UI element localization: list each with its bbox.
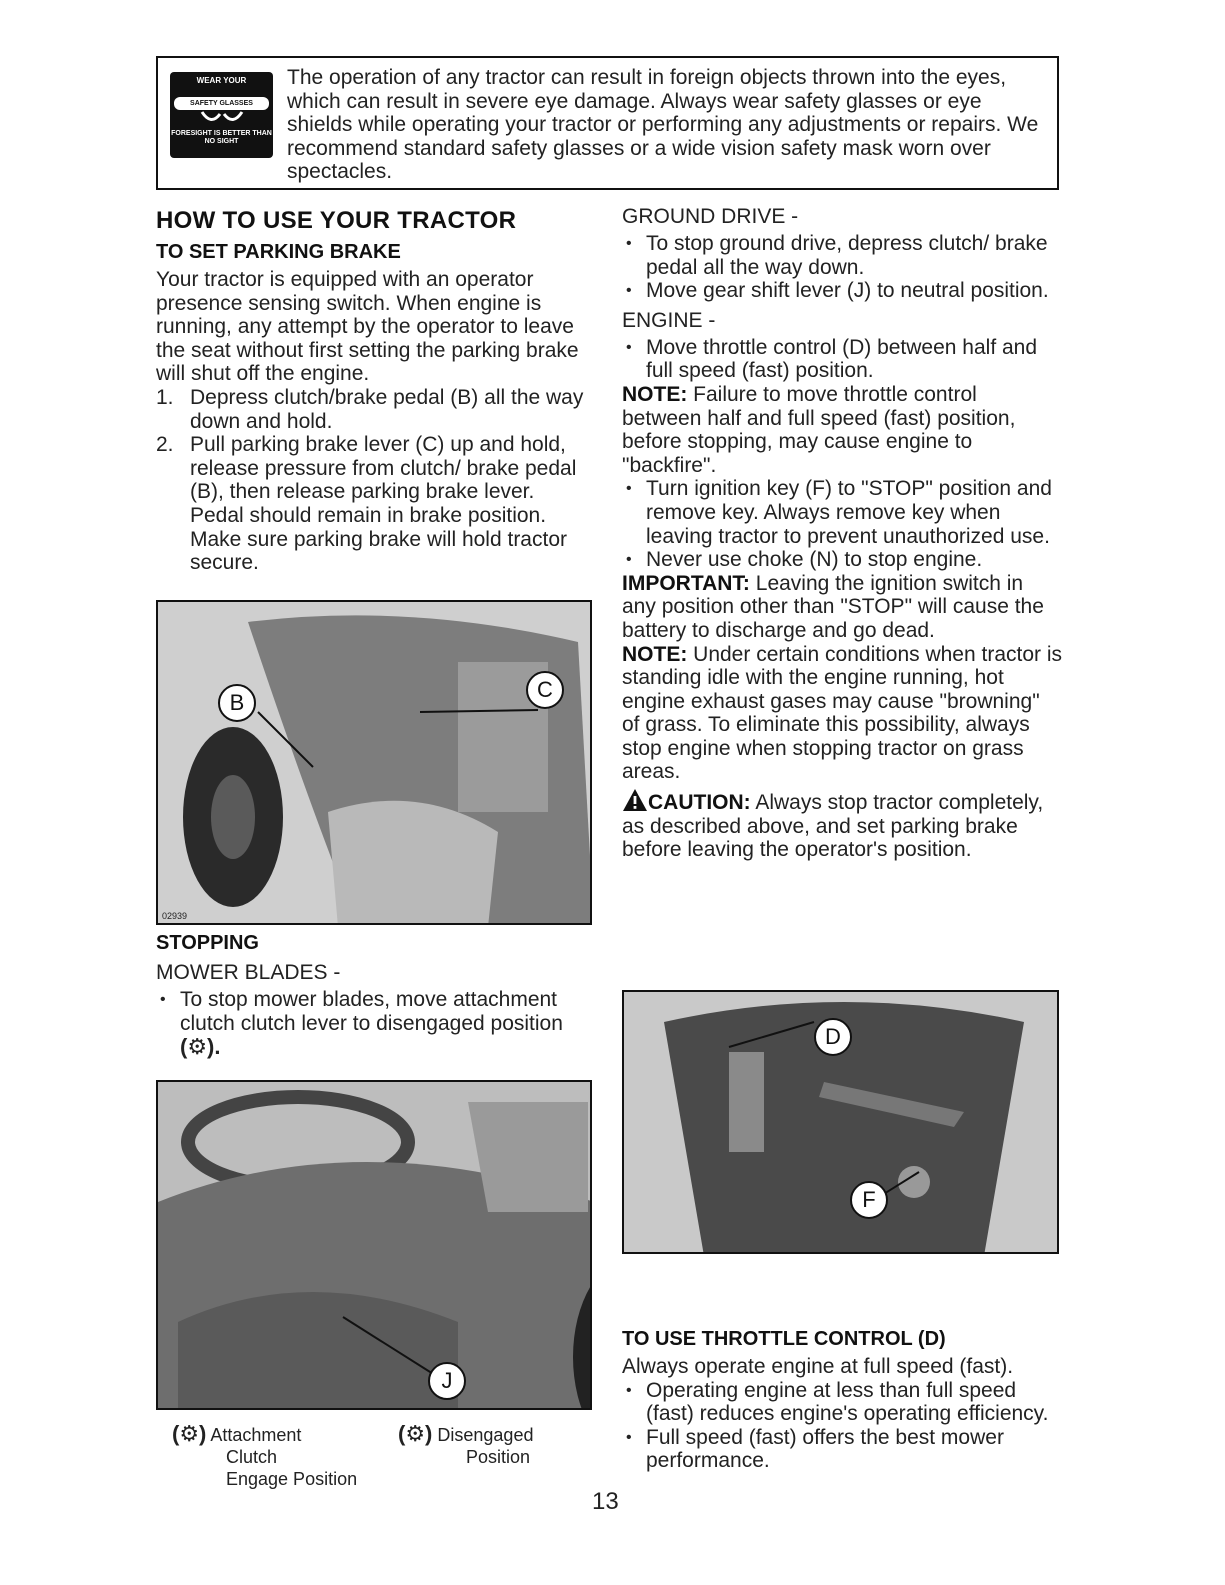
list-item: • Move throttle control (D) between half and full speed (fast) position. [622,336,1062,383]
ground-drive-heading: GROUND DRIVE - [622,205,799,228]
throttle-list [622,1379,1062,1473]
throttle-ignition-photo [622,990,1059,1254]
caution-text: Always stop tractor completely, as described above, and set parking brake before leaving the operator's position. [622,791,1044,862]
clutch-lever-photo [156,1080,592,1410]
step-text: Pull parking brake lever (C) up and hold, release pressure from clutch/ brake pedal (B), then release parking brake lever. Pedal should remain in brake position. Make sure parking brake will hold tractor secure. [190,433,577,575]
engage-legend [172,1423,357,1490]
note-label: NOTE: [622,642,688,666]
mower-blades-list [156,988,586,1060]
disengage-line1: Disengaged [437,1425,534,1445]
disengage-legend [398,1423,533,1468]
important-label: IMPORTANT: [622,571,750,595]
disengage-symbol: (⚙). [180,1034,221,1060]
callout-d: D [814,1018,852,1056]
safety-glasses-icon [170,72,273,158]
glasses-icon [200,110,244,128]
left-column [156,207,586,575]
ground-drive-list [622,232,1062,303]
list-item: • To stop ground drive, depress clutch/ brake pedal all the way down. [622,232,1062,279]
bullet-text: To stop mower blades, move attachment clutch clutch lever to disengaged position [180,988,563,1035]
mower-blades-heading: MOWER BLADES - [156,961,341,984]
photo-code: 02939 [162,911,188,921]
important-text: Leaving the ignition switch in any position other than "STOP" will cause the battery to discharge and go dead. [622,571,1044,642]
parking-brake-intro: Your tractor is equipped with an operator presence sensing switch. When engine is running, any attempt by the operator to leave the seat without first setting the parking brake will shut off the engine. [156,268,579,386]
step-text: Depress clutch/brake pedal (B) all the way down and hold. [190,385,584,433]
section-title: HOW TO USE YOUR TRACTOR [156,207,517,234]
callout-j: J [428,1362,466,1400]
parking-brake-photo [156,600,592,925]
safety-icon-mid-text: SAFETY GLASSES [174,97,269,110]
list-item: • Never use choke (N) to stop engine. [622,548,1062,572]
list-item: • Full speed (fast) offers the best mower performance. [622,1426,1062,1473]
disengage-legend-symbol: (⚙) [398,1421,433,1446]
note-2 [622,643,1062,785]
note-1 [622,383,1062,477]
list-item: • Operating engine at less than full speed (fast) reduces engine's operating efficiency. [622,1379,1062,1426]
step-item [156,386,586,433]
disengage-line2: Position [466,1447,531,1467]
step-item [156,433,586,575]
list-item: • Turn ignition key (F) to "STOP" position and remove key. Always remove key when leaving tractor to prevent unauthorized use. [622,477,1062,548]
engine-heading: ENGINE - [622,308,716,332]
list-item [156,988,586,1060]
safety-icon-top-text: WEAR YOUR [196,76,247,85]
important-note [622,572,1062,643]
caution-note [622,788,1062,862]
parking-brake-heading: TO SET PARKING BRAKE [156,241,401,263]
note-text: Failure to move throttle control between half and full speed (fast) position, before stopping, may cause engine to "backfire". [622,382,1016,477]
engage-symbol: (⚙) [172,1421,207,1446]
note-text: Under certain conditions when tractor is standing idle with the engine running, hot engine exhaust gases may cause "browning" of grass. To eliminate this possibility, always stop engine when stopping tractor on grass areas. [622,642,1063,784]
throttle-intro: Always operate engine at full speed (fast). [622,1355,1014,1378]
safety-warning-text: The operation of any tractor can result in foreign objects thrown into the eyes, which can result in severe eye damage. Always wear safety glasses or eye shields while operating your tractor or performing any adjustments or repairs. We recommend standard safety glasses or a wide vision safety mask worn over spectacles. [287,66,1039,184]
callout-b: B [218,684,256,722]
tractor-illustration [158,602,592,925]
callout-f: F [850,1181,888,1219]
engine-list-2 [622,477,1062,571]
page-number: 13 [592,1488,619,1515]
step-number: 2. [156,433,174,457]
engage-line1: Attachment [210,1425,302,1445]
step-number: 1. [156,385,174,409]
callout-c: C [526,671,564,709]
parking-brake-steps [156,386,586,575]
stopping-section [156,932,586,1060]
stopping-heading: STOPPING [156,932,259,954]
engine-list [622,336,1062,383]
caution-label: CAUTION: [648,791,751,815]
note-label: NOTE: [622,382,688,406]
safety-icon-bottom-text: FORESIGHT IS BETTER THAN NO SIGHT [171,130,272,145]
throttle-heading: TO USE THROTTLE CONTROL (D) [622,1328,946,1350]
warning-triangle-icon [622,788,648,812]
list-item: • Move gear shift lever (J) to neutral position. [622,279,1062,303]
steering-illustration [158,1082,592,1410]
right-column [622,205,1062,862]
engage-line2: Clutch [226,1447,278,1467]
throttle-section [622,1328,1062,1473]
engage-line3: Engage Position [226,1469,358,1489]
